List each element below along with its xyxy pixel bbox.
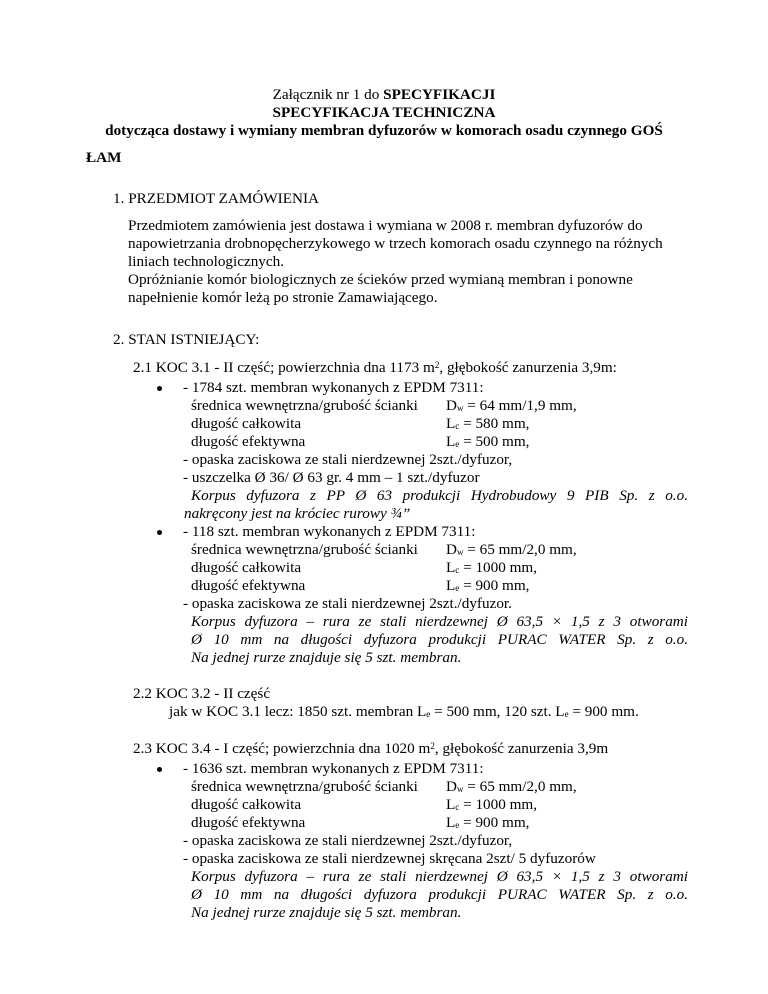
- bullet-icon: [157, 386, 162, 391]
- koc32-heading: 2.2 KOC 3.2 - II część: [133, 685, 271, 702]
- doc-title: SPECYFIKACJA TECHNICZNA: [272, 104, 496, 121]
- spec-label: długość całkowita: [191, 559, 302, 576]
- spec-value: $D_w = 65$ mm/2,0 mm,: [446, 778, 577, 795]
- s1-text: liniach technologicznych.: [128, 253, 285, 270]
- s1-text: Przedmiotem zamówienia jest dostawa i wymiana w 2008 r. membran dyfuzorów do: [128, 217, 643, 234]
- s1-text: napowietrzania drobnopęcherzykowego w trzech komorach osadu czynnego na różnych: [128, 235, 663, 252]
- spec-value: $L_c = 1000$ mm,: [446, 796, 538, 813]
- s1-text: Opróżnianie komór biologicznych ze ścieków przed wymianą membran i ponowne: [128, 271, 633, 288]
- koc34-heading: 2.3 KOC 3.4 - I część; powierzchnia dna 1020 $m^2$, głębokość zanurzenia 3,9m: [133, 740, 609, 757]
- spec-value: $L_c = 580$ mm,: [446, 415, 530, 432]
- spec-dash-item: - opaska zaciskowa ze stali nierdzewnej skręcana 2szt/ 5 dyfuzorów: [183, 850, 596, 867]
- koc34-b1-title: - 1636 szt. membran wykonanych z EPDM 7311:: [183, 760, 484, 777]
- koc31-heading: 2.1 KOC 3.1 - II część; powierzchnia dna 1173 $m^2$, głębokość zanurzenia 3,9m:: [133, 359, 617, 376]
- spec-note: Korpus dyfuzora z PP Ø 63 produkcji Hydrobudowy 9 PIB Sp. z o.o.: [191, 487, 688, 504]
- spec-dash-item: - opaska zaciskowa ze stali nierdzewnej 2szt./dyfuzor,: [183, 451, 513, 468]
- spec-value: $D_w = 65$ mm/2,0 mm,: [446, 541, 577, 558]
- spec-label: długość efektywna: [191, 433, 306, 450]
- bullet-icon: [157, 530, 162, 535]
- koc31-b1-title: - 1784 szt. membran wykonanych z EPDM 7311:: [183, 379, 484, 396]
- spec-note: Korpus dyfuzora – rura ze stali nierdzewnej Ø 63,5 × 1,5 z 3 otworami: [191, 868, 688, 885]
- koc32-text: jak w KOC 3.1 lecz: 1850 szt. membran $L_e = 500$ mm, 120 szt. $L_e = 900$ mm.: [169, 703, 639, 720]
- spec-dash-item: - uszczelka Ø 36/ Ø 63 gr. 4 mm – 1 szt./dyfuzor: [183, 469, 480, 486]
- spec-label: średnica wewnętrzna/grubość ścianki: [191, 397, 418, 414]
- spec-label: średnica wewnętrzna/grubość ścianki: [191, 541, 418, 558]
- spec-dash-item: - opaska zaciskowa ze stali nierdzewnej 2szt./dyfuzor,: [183, 832, 513, 849]
- spec-label: długość efektywna: [191, 814, 306, 831]
- s1-text: napełnienie komór leżą po stronie Zamawiającego.: [128, 289, 438, 306]
- spec-note: Ø 10 mm na długości dyfuzora produkcji PURAC WATER Sp. z o.o.: [191, 886, 688, 903]
- spec-dash-item: - opaska zaciskowa ze stali nierdzewnej 2szt./dyfuzor.: [183, 595, 512, 612]
- spec-note: Korpus dyfuzora – rura ze stali nierdzewnej Ø 63,5 × 1,5 z 3 otworami: [191, 613, 688, 630]
- spec-note: Na jednej rurze znajduje się 5 szt. membran.: [191, 649, 462, 666]
- section-2-heading: 2. STAN ISTNIEJĄCY:: [113, 331, 260, 348]
- spec-note: Na jednej rurze znajduje się 5 szt. membran.: [191, 904, 462, 921]
- spec-label: długość całkowita: [191, 796, 302, 813]
- spec-label: średnica wewnętrzna/grubość ścianki: [191, 778, 418, 795]
- section-1-heading: 1. PRZEDMIOT ZAMÓWIENIA: [113, 190, 319, 207]
- koc31-b2-title: - 118 szt. membran wykonanych z EPDM 7311:: [183, 523, 476, 540]
- spec-value: $L_e = 900$ mm,: [446, 814, 530, 831]
- doc-subtitle: dotycząca dostawy i wymiany membran dyfuzorów w komorach osadu czynnego GOŚ: [105, 122, 663, 139]
- spec-value: $L_e = 500$ mm,: [446, 433, 530, 450]
- spec-note: nakręcony jest na króciec rurowy ¾”: [184, 505, 411, 522]
- doc-subtitle-cont: ŁAM: [86, 149, 122, 166]
- spec-label: długość całkowita: [191, 415, 302, 432]
- spec-note: Ø 10 mm na długości dyfuzora produkcji PURAC WATER Sp. z o.o.: [191, 631, 688, 648]
- spec-value: $D_w = 64$ mm/1,9 mm,: [446, 397, 577, 414]
- spec-value: $L_c = 1000$ mm,: [446, 559, 538, 576]
- spec-label: długość efektywna: [191, 577, 306, 594]
- annex-title: Załącznik nr 1 do SPECYFIKACJI: [272, 86, 496, 103]
- spec-value: $L_e = 900$ mm,: [446, 577, 530, 594]
- bullet-icon: [157, 767, 162, 772]
